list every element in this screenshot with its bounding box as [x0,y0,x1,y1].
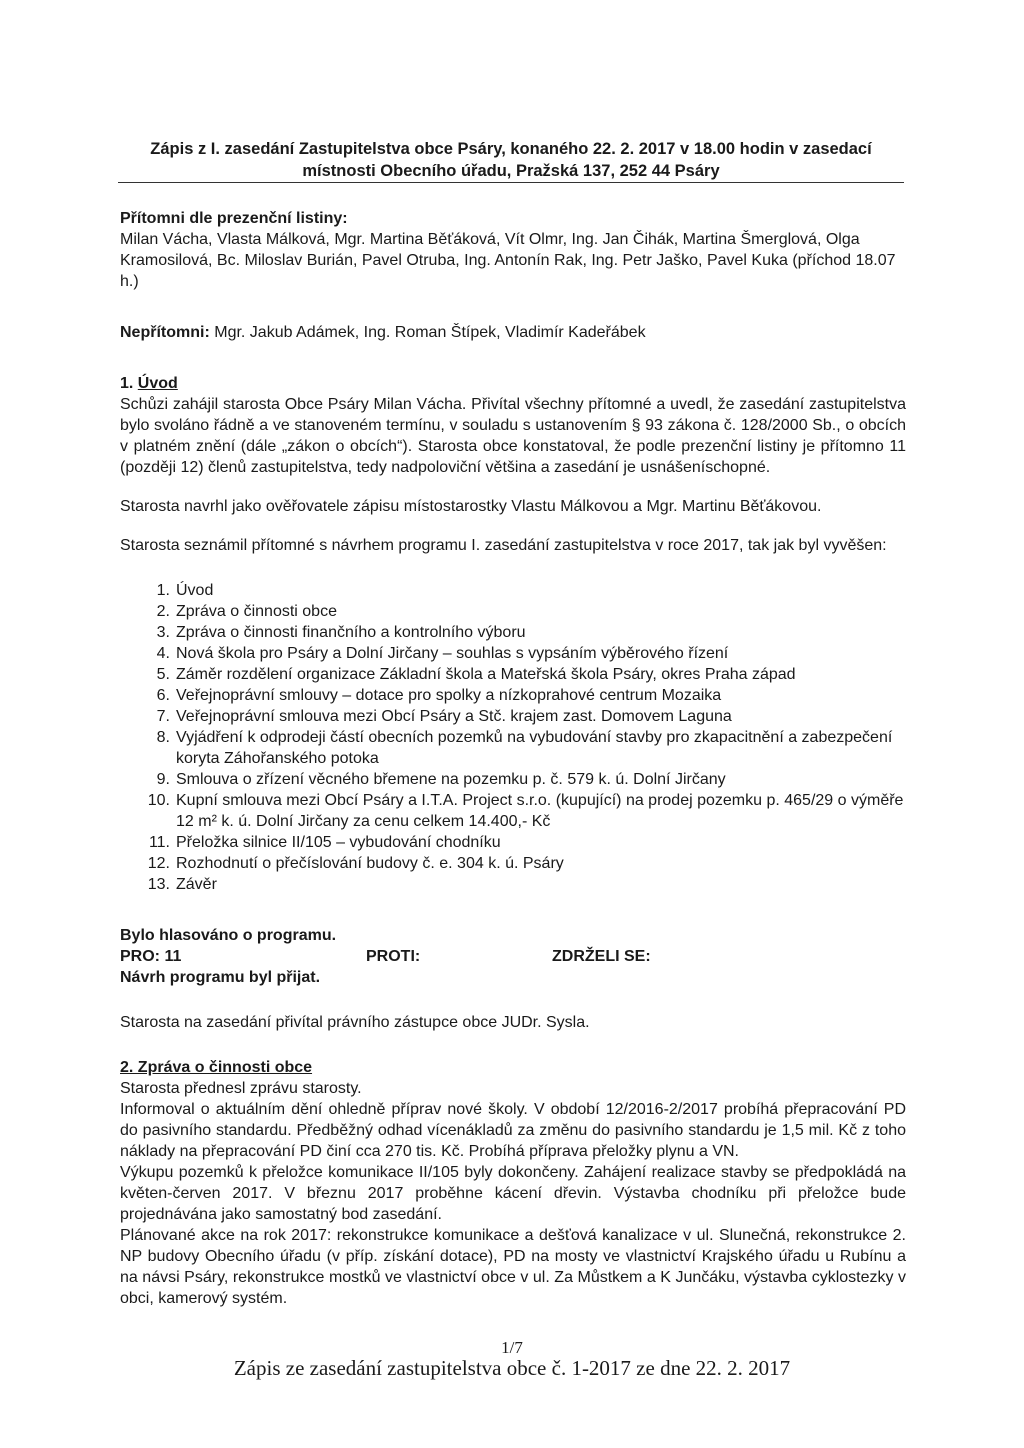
section-1-heading [120,373,906,394]
present-label: Přítomni dle prezenční listiny: [120,210,348,227]
program-item: 11. Přeložka silnice II/105 – vybudování chodníku [148,834,501,851]
vote-proti: PROTI: [366,948,421,965]
program-item: 9. Smlouva o zřízení věcného břemene na pozemku p. č. 579 k. ú. Dolní Jirčany [156,771,726,788]
header-line-1: Zápis z I. zasedání Zastupitelstva obce Psáry, konaného 22. 2. 2017 v 18.00 hodin v zasedací [150,140,872,158]
section-1-para-2: Starosta navrhl jako ověřovatele zápisu místostarostky Vlastu Málkovou a Mgr. Martinu Běťákovou. [120,498,822,515]
absent-line [120,322,906,343]
section-1-number: 1. [120,375,134,392]
program-item: 13. Závěr [147,876,217,893]
program-item: 8. Vyjádření k odprodeji částí obecních pozemků na vybudování stavby pro zkapacitnění a zabezpečení koryta Záhořanského potoka [156,729,893,767]
vote-zdrzeli: ZDRŽELI SE: [552,948,651,965]
absent-label: Nepřítomni: [120,324,210,341]
vote-row [120,946,906,967]
footer-title: Zápis ze zasedání zastupitelstva obce č. 1-2017 ze dne 22. 2. 2017 [233,1356,791,1380]
lawyer-note: Starosta na zasedání přivítal právního zástupce obce JUDr. Sysla. [120,1014,590,1031]
program-list [120,580,906,895]
section-2-para-4: Plánované akce na rok 2017: rekonstrukce komunikace a dešťová kanalizace v ul. Slunečná, rekonstrukce 2. NP budovy Obecního úřadu (v příp. získání dotace), PD na mosty ve vlastnictví Krajského úřadu u Rubínu a na návsi Psáry, rekonstrukce mostků ve vlastnictví obce v ul. Za Můstkem a K Junčáku, výstavba cyklostezky v obci, kamerový systém. [120,1227,906,1307]
section-2-title: 2. Zpráva o činnosti obce [120,1059,313,1076]
document-body [120,208,906,1309]
present-names: Milan Vácha, Vlasta Málková, Mgr. Martina Běťáková, Vít Olmr, Ing. Jan Čihák, Martina Šmerglová, Olga Kramosilová, Bc. Miloslav Burián, Pavel Otruba, Ing. Antonín Rak, Ing. Petr Jaško, Pavel Kuka (příchod 18.07 h.) [120,231,896,290]
program-item: 10. Kupní smlouva mezi Obcí Psáry a I.T.A. Project s.r.o. (kupující) na prodej pozemku p. 465/29 o výměře 12 m² k. ú. Dolní Jirčany za cenu celkem 14.400,- Kč [147,792,904,830]
program-item: 3. Zpráva o činnosti finančního a kontrolního výboru [156,624,526,641]
document-header [118,138,904,182]
program-item: 5. Záměr rozdělení organizace Základní škola a Mateřská škola Psáry, okres Praha západ [156,666,796,683]
program-item: 4. Nová škola pro Psáry a Dolní Jirčany – souhlas s vypsáním výběrového řízení [156,645,729,662]
program-item: 1. Úvod [156,582,214,599]
vote-pro: PRO: 11 [120,948,182,965]
section-1-para-3: Starosta seznámil přítomné s návrhem programu I. zasedání zastupitelstva v roce 2017, tak jak byl vyvěšen: [120,537,887,554]
section-2-para-1: Starosta přednesl zprávu starosty. [120,1080,362,1097]
program-item: 2. Zpráva o činnosti obce [156,603,337,620]
vote-result: Návrh programu byl přijat. [120,969,321,986]
absent-names: Mgr. Jakub Adámek, Ing. Roman Štípek, Vladimír Kadeřábek [214,324,646,341]
program-item: 7. Veřejnoprávní smlouva mezi Obcí Psáry a Stč. krajem zast. Domovem Laguna [156,708,732,725]
section-2-para-3: Výkupu pozemků k přeložce komunikace II/105 byly dokončeny. Zahájení realizace stavby se předpokládá na květen-červen 2017. V březnu 2017 proběhne kácení dřevin. Výstavba chodníku při přeložce bude projednávána jako samostatný bod zasedání. [120,1164,906,1223]
header-divider [118,182,904,183]
section-2-para-2: Informoval o aktuálním dění ohledně příprav nové školy. V období 12/2016-2/2017 probíhá přepracování PD do pasivního standardu. Předběžný odhad vícenákladů za změnu do pasivního standardu je 1,5 mil. Kč z toho náklady na přepracování PD činí cca 270 tis. Kč. Probíhá příprava přeložky plynu a VN. [120,1101,906,1160]
program-item: 12. Rozhodnutí o přečíslování budovy č. e. 304 k. ú. Psáry [147,855,564,872]
header-line-2: místnosti Obecního úřadu, Pražská 137, 252 44 Psáry [302,162,720,180]
section-1-title: Úvod [137,375,178,392]
section-1-para-1: Schůzi zahájil starosta Obce Psáry Milan Vácha. Přivítal všechny přítomné a uvedl, že zasedání zastupitelstva bylo svoláno řádně a ve stanoveném termínu, v souladu s ustanovením § 93 zákona č. 128/2000 Sb., o obcích v platném znění (dále „zákon o obcích“). Starosta obce konstatoval, že podle prezenční listiny je přítomno 11 (později 12) členů zastupitelstva, tedy nadpoloviční většina a zasedání je usnášeníschopné. [120,396,906,476]
page-number: 1/7 [501,1338,523,1357]
program-item: 6. Veřejnoprávní smlouvy – dotace pro spolky a nízkoprahové centrum Mozaika [156,687,722,704]
vote-intro: Bylo hlasováno o programu. [120,927,337,944]
